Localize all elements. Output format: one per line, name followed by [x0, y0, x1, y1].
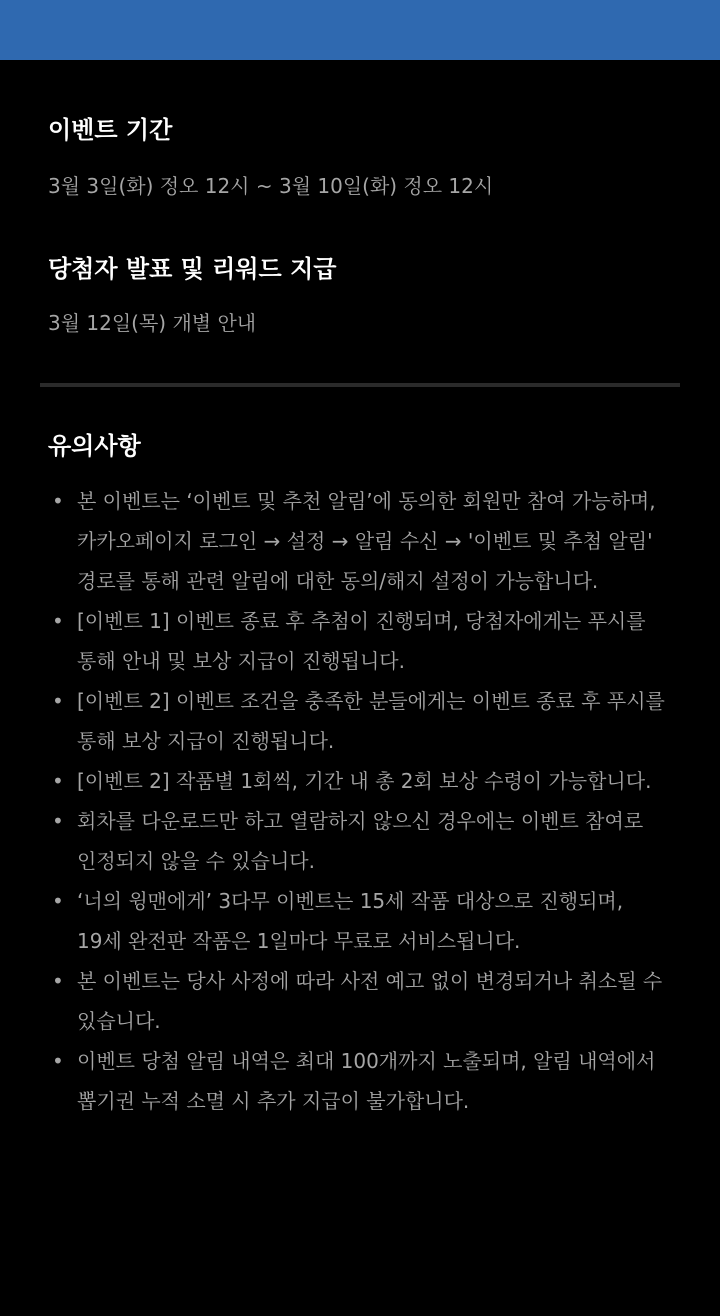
bullet-icon: • — [52, 809, 64, 833]
notice-text: ‘너의 윙맨에게’ 3다무 이벤트는 15세 작품 대상으로 진행되며, 19세 완전판 작품은 1일마다 무료로 서비스됩니다. — [77, 889, 624, 953]
bullet-icon: • — [52, 689, 64, 713]
event-period-title: 이벤트 기간 — [48, 116, 173, 144]
section-divider — [40, 383, 680, 387]
notice-text: 회차를 다운로드만 하고 열람하지 않으신 경우에는 이벤트 참여로 인정되지 않을 수 있습니다. — [77, 809, 644, 873]
top-header-bar — [0, 0, 720, 60]
bullet-icon: • — [52, 889, 64, 913]
winner-announcement-text: 3월 12일(목) 개별 안내 — [48, 311, 257, 335]
notice-text: 본 이벤트는 당사 사정에 따라 사전 예고 없이 변경되거나 취소될 수 있습니다. — [77, 969, 663, 1033]
notice-text: 이벤트 당첨 알림 내역은 최대 100개까지 노출되며, 알림 내역에서 뽑기권 누적 소멸 시 추가 지급이 불가합니다. — [77, 1049, 656, 1113]
notice-text: [이벤트 1] 이벤트 종료 후 추첨이 진행되며, 당첨자에게는 푸시를 통해 안내 및 보상 지급이 진행됩니다. — [77, 609, 646, 673]
bullet-icon: • — [52, 769, 64, 793]
notice-list — [48, 481, 668, 1121]
notices-title: 유의사항 — [48, 432, 141, 460]
notice-item — [48, 961, 668, 1041]
bullet-icon: • — [52, 969, 64, 993]
bullet-icon: • — [52, 489, 64, 513]
notice-item — [48, 601, 668, 681]
notice-item — [48, 1041, 668, 1121]
notice-item — [48, 881, 668, 961]
notice-item — [48, 481, 668, 601]
notice-text: [이벤트 2] 이벤트 조건을 충족한 분들에게는 이벤트 종료 후 푸시를 통해 보상 지급이 진행됩니다. — [77, 689, 665, 753]
bullet-icon: • — [52, 609, 64, 633]
notice-item — [48, 801, 668, 881]
event-period-text: 3월 3일(화) 정오 12시 ~ 3월 10일(화) 정오 12시 — [48, 174, 494, 198]
notice-item — [48, 681, 668, 761]
winner-announcement-title: 당첨자 발표 및 리워드 지급 — [48, 255, 337, 283]
notice-item — [48, 761, 668, 801]
bullet-icon: • — [52, 1049, 64, 1073]
notice-text: [이벤트 2] 작품별 1회씩, 기간 내 총 2회 보상 수령이 가능합니다. — [77, 769, 652, 793]
notice-text: 본 이벤트는 ‘이벤트 및 추천 알림’에 동의한 회원만 참여 가능하며, 카카오페이지 로그인 → 설정 → 알림 수신 → '이벤트 및 추첨 알림' 경로를 통해 관련 알림에 대한 동의/해지 설정이 가능합니다. — [77, 489, 656, 593]
